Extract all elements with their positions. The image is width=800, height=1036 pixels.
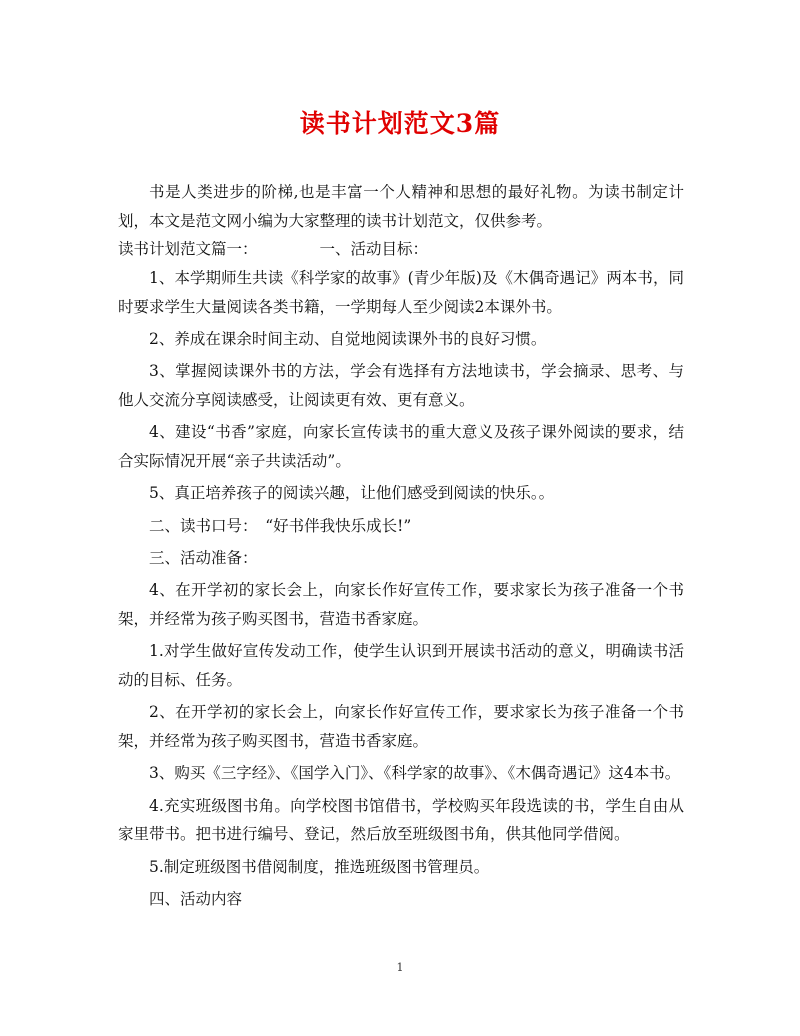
body-paragraph-8: 4、在开学初的家长会上，向家长作好宣传工作，要求家长为孩子准备一个书架，并经常为孩子购买图书，营造书香家庭。 <box>118 581 684 628</box>
body-paragraph-7: 三、活动准备： <box>149 549 258 567</box>
body-paragraph-13: 5.制定班级图书借阅制度，推选班级图书管理员。 <box>149 857 490 876</box>
section-label: 读书计划范文篇一： <box>118 240 258 259</box>
section-heading: 一、活动目标： <box>319 240 429 259</box>
body-paragraph-1: 1、本学期师生共读《科学家的故事》(青少年版)及《木偶奇遇记》两本书，同时要求学生大量阅读各类书籍，一学期每人至少阅读2本课外书。 <box>118 269 684 316</box>
document-body <box>118 178 684 914</box>
section-line <box>118 235 684 264</box>
body-paragraph-3: 3、掌握阅读课外书的方法，学会有选择有方法地读书，学会摘录、思考、与他人交流分享阅读感受，让阅读更有效、更有意义。 <box>118 362 684 410</box>
body-paragraph-11: 3、购买《三字经》、《国学入门》、《科学家的故事》、《木偶奇遇记》这4本书。 <box>149 764 681 783</box>
body-paragraph-5: 5、真正培养孩子的阅读兴趣，让他们感受到阅读的快乐。。 <box>149 484 555 503</box>
body-paragraph-2: 2、养成在课余时间主动、自觉地阅读课外书的良好习惯。 <box>149 330 547 349</box>
body-paragraph-10: 2、在开学初的家长会上，向家长作好宣传工作，要求家长为孩子准备一个书架，并经常为孩子购买图书，营造书香家庭。 <box>118 703 684 750</box>
body-paragraph-9: 1.对学生做好宣传发动工作，使学生认识到开展读书活动的意义，明确读书活动的目标、任务。 <box>118 642 684 689</box>
body-paragraph-6: 二、读书口号： “好书伴我快乐成长!” <box>149 516 412 535</box>
body-paragraph-14: 四、活动内容 <box>149 889 243 908</box>
document-title: 读书计划范文3篇 <box>299 109 501 138</box>
body-paragraph-4: 4、建设“书香”家庭，向家长宣传读书的重大意义及孩子课外阅读的要求，结合实际情况开展“亲子共读活动”。 <box>118 423 684 471</box>
intro-paragraph: 书是人类进步的阶梯,也是丰富一个人精神和思想的最好礼物。为读书制定计划，本文是范文网小编为大家整理的读书计划范文，仅供参考。 <box>118 183 684 230</box>
page-number: 1 <box>396 961 404 974</box>
body-paragraph-12: 4.充实班级图书角。向学校图书馆借书，学校购买年段选读的书，学生自由从家里带书。把书进行编号、登记，然后放至班级图书角，供其他同学借阅。 <box>118 796 684 844</box>
